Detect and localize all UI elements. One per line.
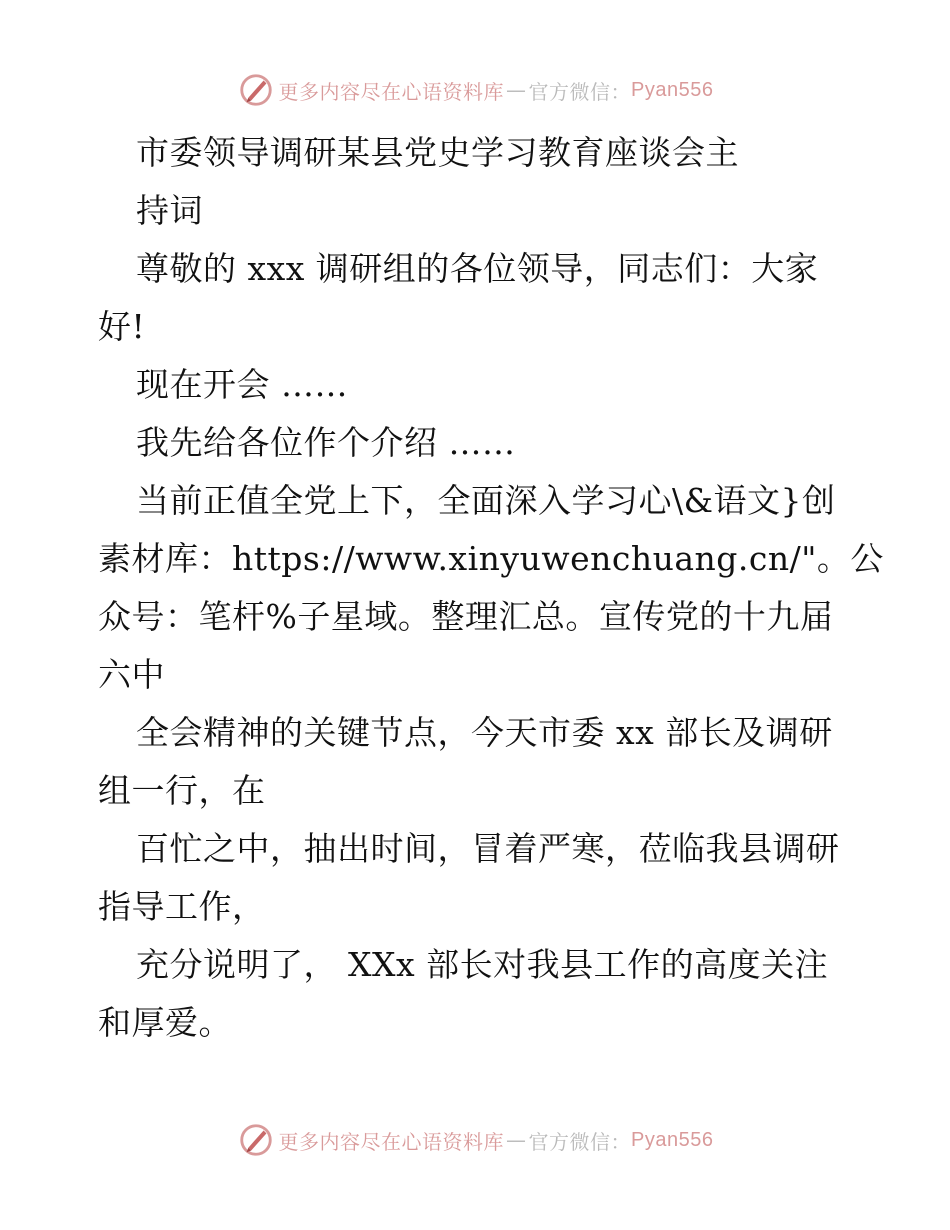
- watermark-separator: —: [506, 1128, 527, 1152]
- document-body: [98, 124, 884, 1052]
- doc-line: 尊敬的 xxx 调研组的各位领导，同志们：大家: [136, 249, 819, 288]
- doc-line: 持词: [136, 191, 203, 230]
- doc-line: 全会精神的关键节点，今天市委 xx 部长及调研: [136, 713, 833, 752]
- watermark-separator: —: [506, 78, 527, 102]
- doc-line: 当前正值全党上下，全面深入学习心\&语文}创: [136, 481, 836, 520]
- watermark-id: Pyan556: [631, 78, 714, 101]
- doc-line: 指导工作，: [98, 887, 266, 926]
- doc-line: 现在开会 ……: [136, 365, 348, 404]
- pen-logo-icon: [237, 71, 275, 109]
- doc-line: 充分说明了， XXx 部长对我县工作的高度关注: [136, 945, 829, 984]
- doc-line: 好!: [98, 307, 146, 346]
- doc-line: 素材库：https://www.xinyuwenchuang.cn/"。公: [98, 539, 884, 578]
- footer-watermark: [0, 1120, 950, 1160]
- doc-line: 组一行，在: [98, 771, 266, 810]
- watermark-label: 官方微信：: [528, 1129, 632, 1154]
- watermark-text: 更多内容尽在心语资料库: [278, 79, 505, 104]
- watermark-label: 官方微信：: [528, 79, 632, 104]
- pen-logo-icon: [237, 1121, 275, 1159]
- doc-line: 六中: [98, 655, 165, 694]
- header-watermark: [0, 70, 950, 110]
- watermark-id: Pyan556: [631, 1128, 714, 1151]
- doc-line: 百忙之中，抽出时间，冒着严寒，莅临我县调研: [136, 829, 840, 868]
- doc-line: 市委领导调研某县党史学习教育座谈会主: [136, 133, 739, 172]
- doc-line: 我先给各位作个介绍 ……: [136, 423, 516, 462]
- doc-line: 和厚爱。: [98, 1003, 232, 1042]
- watermark-text: 更多内容尽在心语资料库: [278, 1129, 505, 1154]
- doc-line: 众号：笔杆%子星域。整理汇总。宣传党的十九届: [98, 597, 834, 636]
